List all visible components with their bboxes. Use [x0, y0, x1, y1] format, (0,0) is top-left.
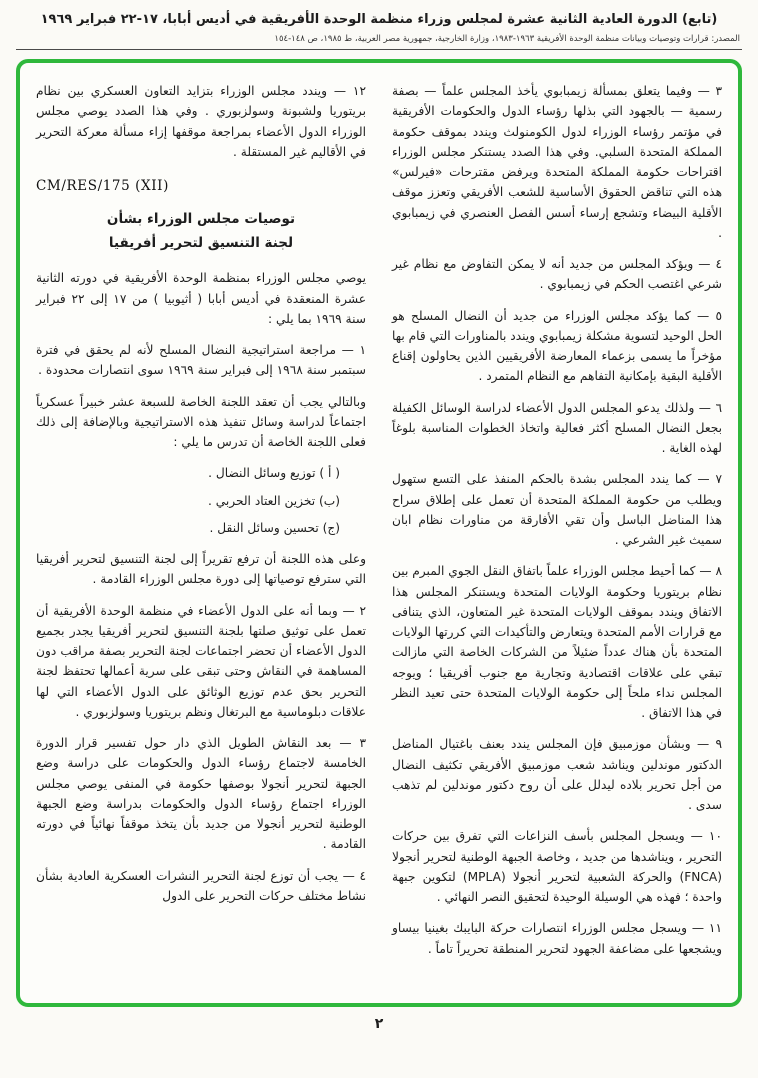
- paragraph-7: ٧ — كما يندد المجلس بشدة بالحكم المنفذ على التسع ستهول ويطلب من حكومة المملكة المتحدة أن تعمل على إطلاق سراح هذا المناضل الباسل وأن تقي الأفارقة من مناورات نظام ابان سميث غير الشرعي .: [392, 472, 722, 547]
- resolution-intro: يوصي مجلس الوزراء بمنظمة الوحدة الأفريقية في دورته الثانية عشرة المنعقدة في أديس أبابا ( أثيوبيا ) من ١٧ إلى ٢٢ فبراير سنة ١٩٦٩ بما يلي :: [36, 271, 366, 326]
- recommendation-4: ٤ — يجب أن توزع لجنة التحرير النشرات العسكرية العادية بشأن نشاط مختلف حركات التحرير على الدول: [36, 868, 366, 903]
- column-left: [36, 81, 366, 906]
- resolution-reference: CM/RES/175 (XII): [36, 178, 169, 194]
- resolution-heading-line2: لجنة التنسيق لتحرير أفريقيا: [108, 234, 294, 251]
- recommendation-2: ٢ — وبما أنه على الدول الأعضاء في منظمة الوحدة الأفريقية أن تعمل على توثيق صلتها بلجنة التنسيق لتحرير أفريقيا يجدر بجميع الدول الأعضاء أن تحضر اجتماعات لجنة التحرير بصفة مراقب دون المساهمة في النقاش وحتى تبقى على سرية أعمالها تحتفظ لجنة التحرير بحق عدم توزيع الوثائق على الدول الأعضاء التي لها علاقات دبلوماسية مع البرتغال ونظم بريتوريا وسولزبوري .: [36, 603, 366, 719]
- paragraph-12: ١٢ — ويندد مجلس الوزراء بتزايد التعاون العسكري بين نظام بريتوريا ولشبونة وسولزبوري . وفي هذا الصدد يوصي مجلس الوزراء الدول الأعضاء بمراجعة موقفها إزاء مسألة معركة التحرير في الأقاليم غير المستقلة .: [36, 84, 366, 159]
- study-item-b: (ب) تخزين العتاد الحربي .: [207, 493, 340, 508]
- paragraph-11: ١١ — ويسجل مجلس الوزراء انتصارات حركة البايبك بغينيا بيساو ويشجعها على مضاعفة الجهود لتحرير المنطقة تحريراً تاماً .: [392, 921, 722, 956]
- resolution-heading-line1: توصيات مجلس الوزراء بشأن: [106, 211, 296, 227]
- recommendation-1: ١ — مراجعة استراتيجية النضال المسلح لأنه لم يحقق في فترة سبتمبر سنة ١٩٦٨ إلى فبراير سنة ١٩٦٩ سوى انتصارات محدودة .: [36, 343, 366, 378]
- study-item-a: ( أ ) توزيع وسائل النضال .: [208, 466, 340, 481]
- column-right: [392, 81, 722, 959]
- recommendation-3: ٣ — بعد النقاش الطويل الذي دار حول تفسير قرار الدورة الخامسة لاجتماع رؤساء الدول والحكومات على دراسة وضع الجبهة لتحرير أنجولا بوصفها حكومة في المنفى يوصي مجلس الوزراء اجتماع رؤساء الدول والحكومات بدراسة وضع الجبهة الوطنية لتحرير أنجولا من جديد بأن يتخذ موقفاً نهائياً في دورته القادمة .: [36, 736, 366, 852]
- paragraph-6: ٦ — ولذلك يدعو المجلس الدول الأعضاء لدراسة الوسائل الكفيلة بجعل النضال المسلح أكثر فعالية واتخاذ الخطوات المناسبة بلوغاً لهذه الغاية .: [392, 400, 722, 455]
- paragraph-3: ٣ — وفيما يتعلق بمسألة زيمبابوي يأخذ المجلس علماً — بصفة رسمية — بالجهود التي بذلها رؤساء الدول والحكومات الأفريقية في مؤتمر رؤساء الوزراء لدول الكومنولث ويندد بموقف حكومة المملكة المتحدة السلبي. وفي هذا الصدد يستنكر مجلس الوزراء اقتراحات حكومة المملكة المتحدة ويرفض مقترحات «فيرلس» هذه التي تناقض الحقوق الأساسية للشعب الأفريقي وتعزز موقف الأقلية البيضاء وتشجع إرساء أسس الفصل العنصري في زيمبابوي .: [392, 84, 722, 240]
- paragraph-4: ٤ — ويؤكد المجلس من جديد أنه لا يمكن التفاوض مع نظام غير شرعي اغتصب الحكم في زيمبابوي .: [392, 257, 722, 292]
- page-header: [12, 12, 746, 50]
- study-item-c: (ج) تحسين وسائل النقل .: [209, 520, 340, 535]
- paragraph-5: ٥ — كما يؤكد مجلس الوزراء من جديد أن النضال المسلح هو الحل الوحيد لتسوية مشكلة زيمبابوي ويندد بالمناورات التي قام بها مؤخراً ما يسمى بزعماء المعارضة الأفريقيين الذين يحاولون إقناع الأقلية البقية بإمكانية التفاهم مع النظام المتمرد .: [392, 308, 722, 384]
- header-divider: [16, 49, 742, 50]
- source-line: المصدر: قرارات وتوصيات وبيانات منظمة الوحدة الأفريقية ١٩٦٣-١٩٨٣، وزارة الخارجية، جمهورية مصر العربية، ط ١٩٨٥، ص ١٤٨-١٥٤: [274, 34, 740, 44]
- paragraph-9: ٩ — وبشأن موزمبيق فإن المجلس يندد بعنف باغتيال المناضل الدكتور موندلين ويناشد شعب موزمبيق الأفريقي تكثيف النضال من أجل تحرير بلاده ليدلل على أن روح دكتور موندلين لم تذهب سدى .: [392, 737, 722, 812]
- study-items-list: [36, 463, 340, 538]
- recommendation-1-follow: وبالتالي يجب أن تعقد اللجنة الخاصة للسبعة عشر خبيراً عسكرياً اجتماعاً لدراسة وسائل تنفيذ هذه الاستراتيجية وبالإضافة إلى ذلك فعلى اللجنة الخاصة أن تدرس ما يلي :: [36, 394, 366, 449]
- page-number: ٢: [374, 1016, 384, 1032]
- resolution-heading: [36, 208, 366, 255]
- two-column-layout: [36, 81, 722, 959]
- content-box: [16, 59, 742, 1007]
- after-list-note: وعلى هذه اللجنة أن ترفع تقريراً إلى لجنة التنسيق لتحرير أفريقيا التي سترفع توصياتها إلى دورة مجلس الوزراء القادمة .: [36, 552, 366, 587]
- page-title: (تابع) الدورة العادية الثانية عشرة لمجلس وزراء منظمة الوحدة الأفريقية في أديس أبابا، ١٧-٢٢ فبراير ١٩٦٩: [40, 12, 718, 27]
- paragraph-8: ٨ — كما أحيط مجلس الوزراء علماً باتفاق النقل الجوي المبرم بين نظام بريتوريا وحكومة الولايات المتحدة ويستنكر المجلس هذا الاتفاق ويندد بموقف الولايات المتحدة غير المتعاون، الذي يتنافى مع قرارات الأمم المتحدة ويتعارض والتأكيدات التي كررتها الولايات المتحدة بأن هناك عدداً ضئيلاً من الشركات الخاصة التي مازالت تبقي على علاقات اقتصادية وتجارية مع جنوب أفريقيا ؛ ويوجه المجلس نداء ملحاً إلى حكومة الولايات المتحدة حتى تعيد النظر في هذا الاتفاق .: [392, 564, 722, 720]
- paragraph-10: ١٠ — ويسجل المجلس بأسف النزاعات التي تفرق بين حركات التحرير ، ويناشدها من جديد ، وخاصة الجبهة الوطنية لتحرير أنجولا (FNCA) والحركة الشعبية لتحرير أنجولا (MPLA) لتكوين جبهة واحدة ؛ فهذه هي الوسيلة الوحيدة لتحقيق النصر النهائي .: [392, 829, 722, 904]
